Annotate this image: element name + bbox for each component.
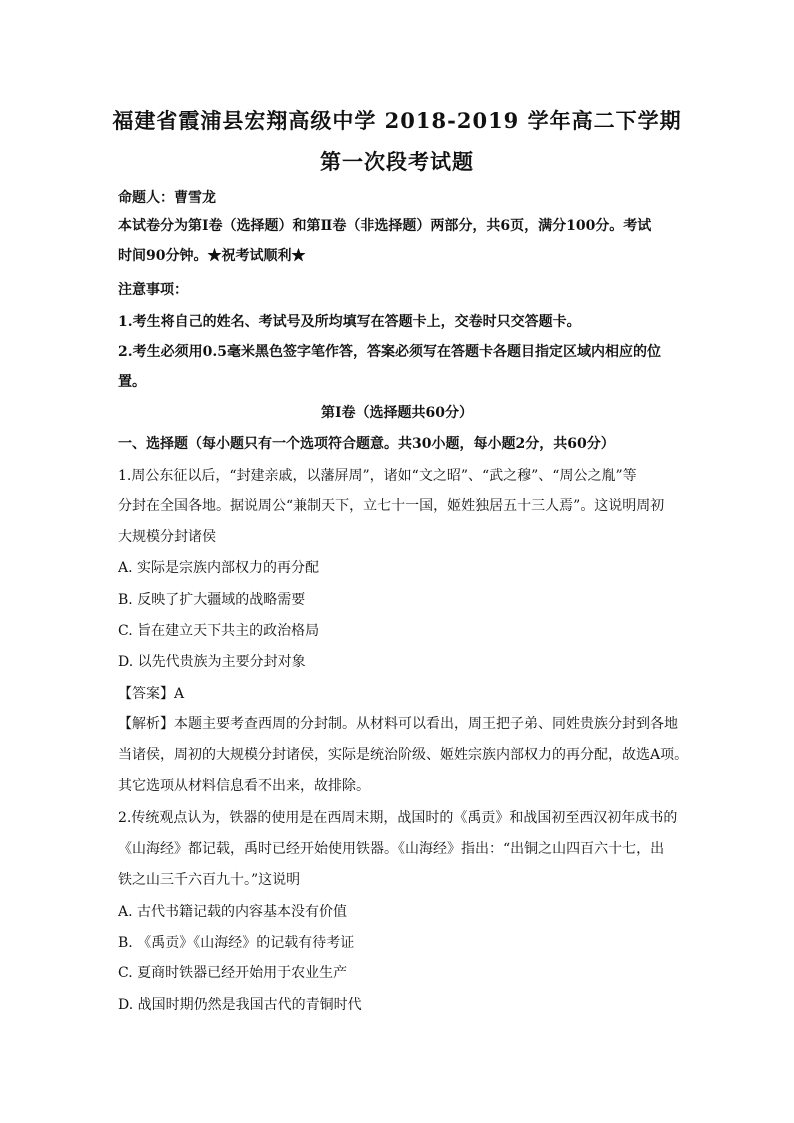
part-title: 一、选择题（每小题只有一个选项符合题意。共30小题，每小题2分，共60分） xyxy=(118,436,615,452)
q2-option-c: C. 夏商时铁器已经开始用于农业生产 xyxy=(118,965,348,981)
q1-analysis-line1: 【解析】本题主要考查西周的分封制。从材料可以看出，周王把子弟、同姓贵族分封到各地 xyxy=(118,716,678,732)
q1-analysis-line3: 其它选项从材料信息看不出来，故排除。 xyxy=(118,778,370,794)
notice-item-2-line2: 置。 xyxy=(118,374,146,390)
q1-option-b: B. 反映了扩大疆域的战略需要 xyxy=(118,592,306,608)
q2-stem-line3: 铁之山三千六百九十。”这说明 xyxy=(118,872,301,888)
q1-option-d: D. 以先代贵族为主要分封对象 xyxy=(118,654,306,670)
q1-analysis-line2: 当诸侯，周初的大规模分封诸侯，实际是统治阶级、姬姓宗族内部权力的再分配，故选A项。 xyxy=(118,747,689,763)
notice-item-1: 1.考生将自己的姓名、考试号及所均填写在答题卡上，交卷时只交答题卡。 xyxy=(118,314,581,330)
q2-option-d: D. 战国时期仍然是我国古代的青铜时代 xyxy=(118,997,362,1013)
q1-stem-line2: 分封在全国各地。据说周公“兼制天下，立七十一国，姬姓独居五十三人焉”。这说明周初 xyxy=(118,498,665,514)
document-title-line2: 第一次段考试题 xyxy=(320,149,474,174)
author-line: 命题人：曹雪龙 xyxy=(118,190,216,206)
notice-title: 注意事项： xyxy=(118,282,188,298)
q1-answer: 【答案】A xyxy=(118,686,185,702)
q2-stem-line1: 2.传统观点认为，铁器的使用是在西周末期，战国时的《禹贡》和战国初至西汉初年成书的 xyxy=(118,810,678,826)
intro-line-1: 本试卷分为第Ⅰ卷（选择题）和第Ⅱ卷（非选择题）两部分，共6页，满分100分。考试 xyxy=(118,218,652,234)
q1-option-c: C. 旨在建立天下共主的政治格局 xyxy=(118,623,320,639)
q2-option-a: A. 古代书籍记载的内容基本没有价值 xyxy=(118,904,348,920)
q2-option-b: B. 《禹贡》《山海经》的记载有待考证 xyxy=(118,935,355,951)
q1-option-a: A. 实际是宗族内部权力的再分配 xyxy=(118,560,320,576)
notice-item-2-line1: 2.考生必须用0.5毫米黑色签字笔作答，答案必须写在答题卡各题目指定区域内相应的位 xyxy=(118,344,661,360)
intro-line-2: 时间90分钟。★祝考试顺利★ xyxy=(118,248,306,264)
volume-title: 第Ⅰ卷（选择题共60分） xyxy=(320,405,474,421)
q2-stem-line2: 《山海经》都记载，禹时已经开始使用铁器。《山海经》指出：“出铜之山四百六十七，出 xyxy=(118,841,665,857)
q1-stem-line1: 1.周公东征以后，“封建亲戚，以藩屏周”，诸如“文之昭”、“武之穆”、“周公之胤”等 xyxy=(118,468,637,484)
q1-stem-line3: 大规模分封诸侯 xyxy=(118,529,216,545)
document-title-line1: 福建省霞浦县宏翔高级中学 2018-2019 学年高二下学期 xyxy=(112,108,682,133)
